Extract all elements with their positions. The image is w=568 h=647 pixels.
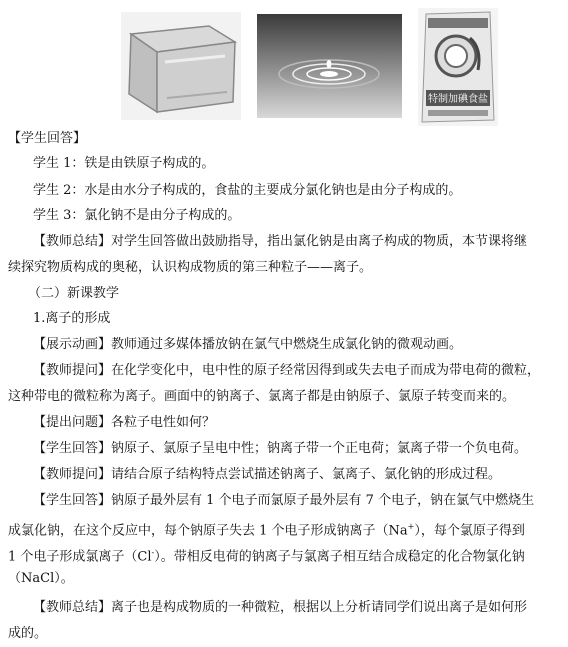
student-answer-2: [33, 439, 527, 459]
raise-question-text: 各粒子电性如何？: [111, 415, 216, 430]
teacher-summary-1-cont: 续探究物质构成的奥秘，认识构成物质的第三种粒子——离子。: [8, 260, 373, 275]
teacher-summary-text: 对学生回答做出鼓励指导，指出氯化钠是由离子构成的物质，本节课将继: [111, 234, 528, 249]
teacher-question-label: 【教师提问】: [33, 363, 112, 378]
student-answer-heading: [8, 129, 86, 149]
aluminum-box-photo: [121, 12, 241, 120]
teacher-question-2-text: 请结合原子结构特点尝试描述钠离子、氯离子、氯化钠的形成过程。: [111, 467, 502, 482]
teacher-question-1-cont: 这种带电的微粒称为离子。画面中的钠离子、氯离子都是由钠原子、氯原子转变而来的。: [8, 389, 516, 404]
water-drop-ripple-photo: [257, 14, 402, 118]
student-answer-3-line2: [8, 517, 525, 541]
teacher-question-2-label: 【教师提问】: [33, 467, 112, 482]
subsection-heading: 1.离子的形成: [33, 311, 111, 326]
ans-line2-part2: ），每个氯原子得到: [414, 523, 525, 539]
student-answer-3-line4: （NaCl）。: [8, 571, 74, 586]
ans-line3-part1: 1 个电子形成氯离子（Cl: [8, 549, 152, 565]
ans-line2-part1: 成氯化钠，在这个反应中，每个钠原子失去 1 个电子形成钠离子（Na: [8, 523, 408, 539]
iodized-salt-bag-photo: [418, 8, 498, 126]
sodium-charge: +: [407, 522, 415, 531]
teacher-summary-2-text: 离子也是构成物质的一种微粒，根据以上分析请同学们说出离子是如何形: [111, 600, 528, 615]
student1-answer: 学生 1：铁是由铁原子构成的。: [33, 156, 215, 171]
teacher-summary-2: [33, 598, 527, 618]
ans-line3-part2: ）。带相反电荷的钠离子与氯离子相互结合成稳定的化合物氯化钠: [154, 549, 525, 565]
teacher-question-1: [33, 361, 540, 381]
teacher-summary-1: [33, 232, 527, 252]
raise-question: [33, 413, 215, 433]
student2-answer: 学生 2：水是由水分子构成的，食盐的主要成分氯化钠也是由分子构成的。: [33, 183, 462, 198]
student-answer-3-line3: [8, 543, 525, 567]
student-answer-2-label: 【学生回答】: [33, 441, 112, 456]
demo-label: 【展示动画】: [33, 337, 112, 352]
student-answer-label: 【学生回答】: [8, 131, 87, 146]
teacher-question-2: [33, 465, 501, 485]
salt-bag-label: 特制加碘食盐: [428, 94, 488, 105]
section-heading: （二）新课教学: [28, 286, 120, 301]
teacher-summary-2-cont: 成的。: [8, 626, 48, 641]
raise-question-label: 【提出问题】: [33, 415, 112, 430]
student-answer-3: [33, 491, 534, 511]
student3-answer: 学生 3：氯化钠不是由分子构成的。: [33, 208, 241, 223]
teacher-summary-label: 【教师总结】: [33, 234, 112, 249]
teacher-summary-2-label: 【教师总结】: [33, 600, 112, 615]
illustration-row: [0, 0, 568, 128]
demo-text: 教师通过多媒体播放钠在氯气中燃烧生成氯化钠的微观动画。: [111, 337, 463, 352]
student-answer-2-text: 钠原子、氯原子呈电中性；钠离子带一个正电荷；氯离子带一个负电荷。: [111, 441, 528, 456]
demo-animation: [33, 335, 462, 355]
chloride-charge: -: [151, 548, 155, 557]
student-answer-3-label: 【学生回答】: [33, 493, 112, 508]
teacher-question-text: 在化学变化中，电中性的原子经常因得到或失去电子而成为带电荷的微粒，: [111, 363, 541, 378]
student-answer-3-text: 钠原子最外层有 1 个电子而氯原子最外层有 7 个电子，钠在氯气中燃烧生: [111, 493, 535, 508]
